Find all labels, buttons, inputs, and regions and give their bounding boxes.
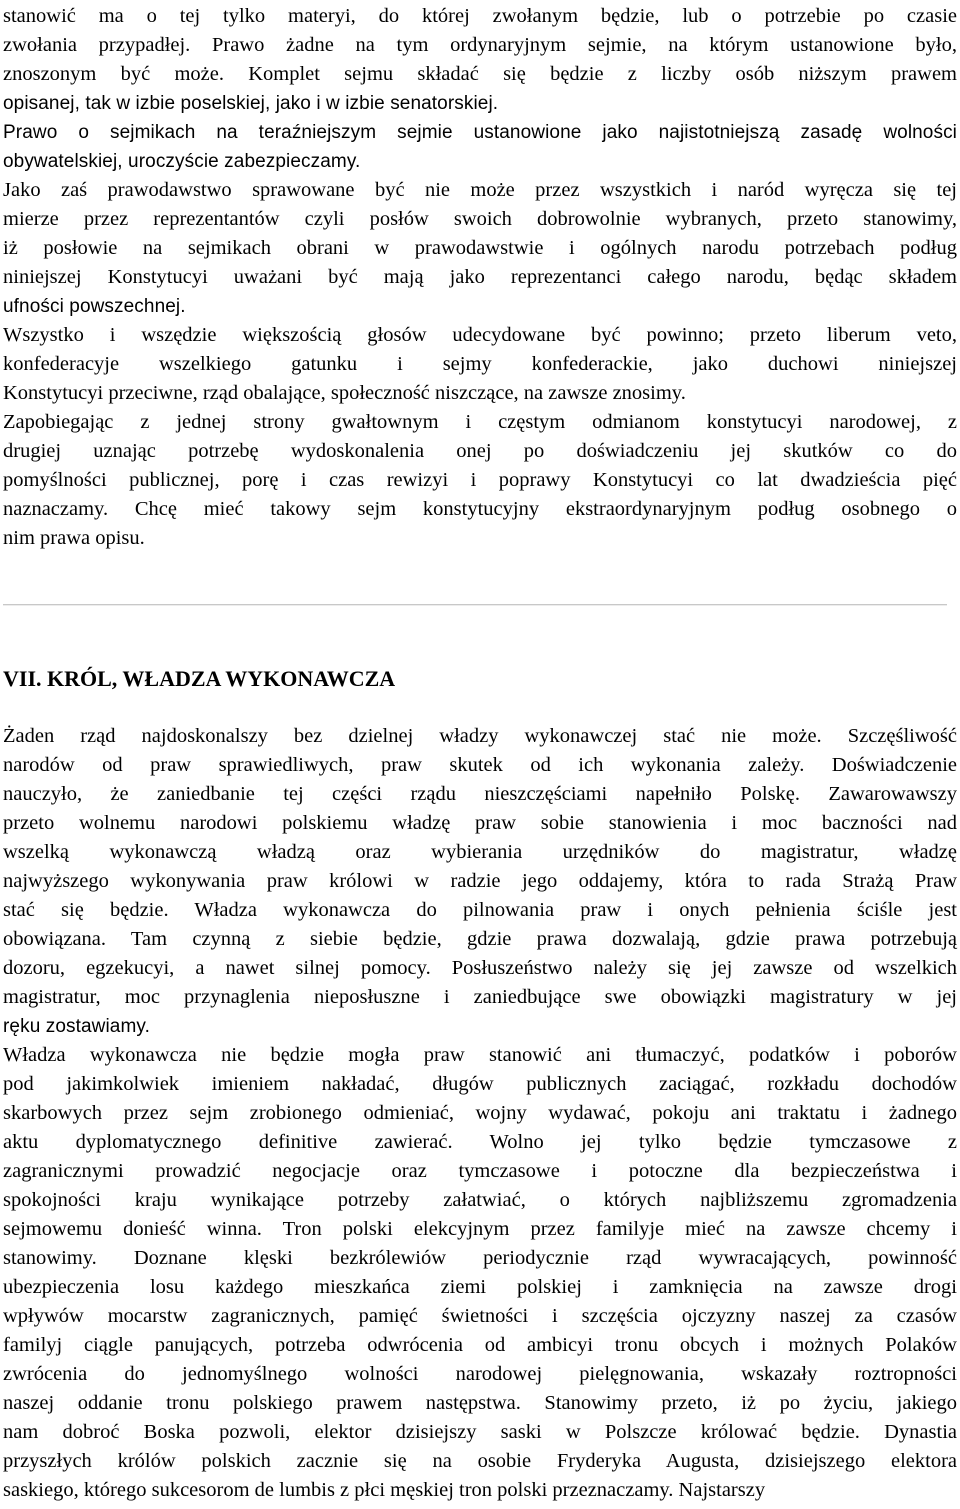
text-line: mierze przez reprezentantów czyli posłów swoich dobrowolnie wybranych, przeto stanowimy, <box>3 208 957 230</box>
text-line: wszelką wykonawczą władzą oraz wybierania urzędników do magistratur, władzę <box>3 841 957 863</box>
text-line: drugiej uznając potrzebę wydoskonalenia onej po doświadczeniu jej skutków co do <box>3 440 957 462</box>
text-line: przeto wolnemu narodowi polskiemu władzę praw sobie stanowienia i moc baczności nad <box>3 812 957 834</box>
text-line: Władza wykonawcza nie będzie mogła praw stanowić ani tłumaczyć, podatków i poborów <box>3 1044 957 1066</box>
text-line: nim prawa opisu. <box>3 527 145 549</box>
text-line: obywatelskiej, uroczyście zabezpieczamy. <box>3 151 361 172</box>
text-line: ufności powszechnej. <box>3 296 186 317</box>
section-divider <box>3 604 947 606</box>
text-line: dozoru, egzekucyi, a nawet silnej pomocy. Posłuszeństwo należy się jej zawsze od wszelkich <box>3 957 957 979</box>
text-line: zagranicznymi prowadzić negocjacje oraz tymczasowe i potoczne dla bezpieczeństwa i <box>3 1160 957 1182</box>
text-line: ręku zostawiamy. <box>3 1016 150 1037</box>
text-line: naszej oddanie tronu polskiego prawem następstwa. Stanowimy przeto, iż po życiu, jakiego <box>3 1392 957 1414</box>
constitution-text-lower <box>3 722 957 1505</box>
text-line: konfederacyje wszelkiego gatunku i sejmy konfederackie, jako duchowi niniejszej <box>3 353 957 375</box>
section-heading: VII. KRÓL, WŁADZA WYKONAWCZA <box>3 666 396 691</box>
text-line: zwrócenia do jednomyślnego wolności narodowej pielęgnowania, wskazały roztropności <box>3 1363 957 1385</box>
text-line: Zapobiegając z jednej strony gwałtownym i częstym odmianom konstytucyi narodowej, z <box>3 411 957 433</box>
text-line: aktu dyplomatycznego definitive zawierać. Wolno jej tylko będzie tymczasowe z <box>3 1131 957 1153</box>
text-line: saskiego, którego sukcesorom de lumbis z płci męskiej tron polski przeznaczamy. Najstarszy <box>3 1479 766 1501</box>
text-line: skarbowych przez sejm zrobionego odmieniać, wojny wydawać, pokoju ani traktatu i żadnego <box>3 1102 957 1124</box>
text-line: Prawo o sejmikach na teraźniejszym sejmie ustanowione jako najistotniejszą zasadę wolności <box>3 122 957 143</box>
text-line: iż posłowie na sejmikach obrani w prawodawstwie i ogólnych narodu potrzebach podług <box>3 237 957 259</box>
text-line: spokojności kraju wynikające potrzeby załatwiać, o których najbliższemu zgromadzenia <box>3 1189 957 1211</box>
text-line: znoszonym być może. Komplet sejmu składać się będzie z liczby osób niższym prawem <box>3 63 957 85</box>
text-line: niniejszej Konstytucyi uważani być mają jako reprezentanci całego narodu, będąc składem <box>3 266 957 288</box>
text-line: najwyższego wykonywania praw królowi w radzie jego oddajemy, która to rada Strażą Praw <box>3 870 957 892</box>
text-line: przyszłych królów polskich zacznie się na osobie Fryderyka Augusta, dzisiejszego elektora <box>3 1450 957 1472</box>
text-line: familyj ciągle panujących, potrzeba odwrócenia od ambicyi tronu obcych i możnych Polaków <box>3 1334 957 1356</box>
text-line: nauczyło, że zaniedbanie tej części rządu nieszczęściami napełniło Polskę. Zawarowawszy <box>3 783 957 805</box>
text-line: pod jakimkolwiek imieniem nakładać, długów publicznych zaciągać, rozkładu dochodów <box>3 1073 957 1095</box>
text-line: Żaden rząd najdoskonalszy bez dzielnej władzy wykonawczej stać nie może. Szczęśliwość <box>3 725 957 747</box>
text-line: stanowimy. Doznane klęski bezkrólewiów periodycznie rząd wywracających, powinność <box>3 1247 957 1269</box>
text-line: naznaczamy. Chcę mieć takowy sejm konstytucyjny ekstraordynaryjnym podług osobnego o <box>3 498 957 520</box>
text-line: magistratur, moc przynaglenia nieposłuszne i zaniedbujące swe obowiązki magistratury w jej <box>3 986 957 1008</box>
text-line: nam dobroć Boska pozwoli, elektor dzisiejszy saski w Polszcze królować będzie. Dynastia <box>3 1421 957 1443</box>
text-line: stanowić ma o tej tylko materyi, do której zwołanym będzie, lub o potrzebie po czasie <box>3 5 957 27</box>
text-line: zwołania przypadłej. Prawo żadne na tym ordynaryjnym sejmie, na którym ustanowione było, <box>3 34 957 56</box>
text-line: stać się będzie. Władza wykonawcza do pilnowania praw i onych pełnienia ściśle jest <box>3 899 957 921</box>
text-line: Konstytucyi przeciwne, rząd obalające, społeczność niszczące, na zawsze znosimy. <box>3 382 686 404</box>
text-line: obowiązana. Tam czynną z siebie będzie, gdzie prawa dozwalają, gdzie prawa potrzebują <box>3 928 957 950</box>
text-line: Jako zaś prawodawstwo sprawowane być nie może przez wszystkich i naród wyręcza się tej <box>3 179 957 201</box>
text-line: pomyślności publicznej, porę i czas rewizyi i poprawy Konstytucyi co lat dwadzieścia pięć <box>3 469 957 491</box>
text-line: sejmowemu donieść winna. Tron polski elekcyjnym przez familyje mieć na zawsze chcemy i <box>3 1218 957 1240</box>
constitution-text-upper <box>3 2 957 553</box>
text-line: narodów od praw sprawiedliwych, praw skutek od ich wykonania zależy. Doświadczenie <box>3 754 957 776</box>
text-line: Wszystko i wszędzie większością głosów udecydowane być powinno; przeto liberum veto, <box>3 324 957 346</box>
text-line: ubezpieczenia losu każdego mieszkańca ziemi polskiej i zamknięcia na zawsze drogi <box>3 1276 957 1298</box>
text-line: wpływów mocarstw zagranicznych, pamięć świetności i szczęścia ojczyzny naszej za czasów <box>3 1305 957 1327</box>
text-line: opisanej, tak w izbie poselskiej, jako i w izbie senatorskiej. <box>3 93 499 114</box>
